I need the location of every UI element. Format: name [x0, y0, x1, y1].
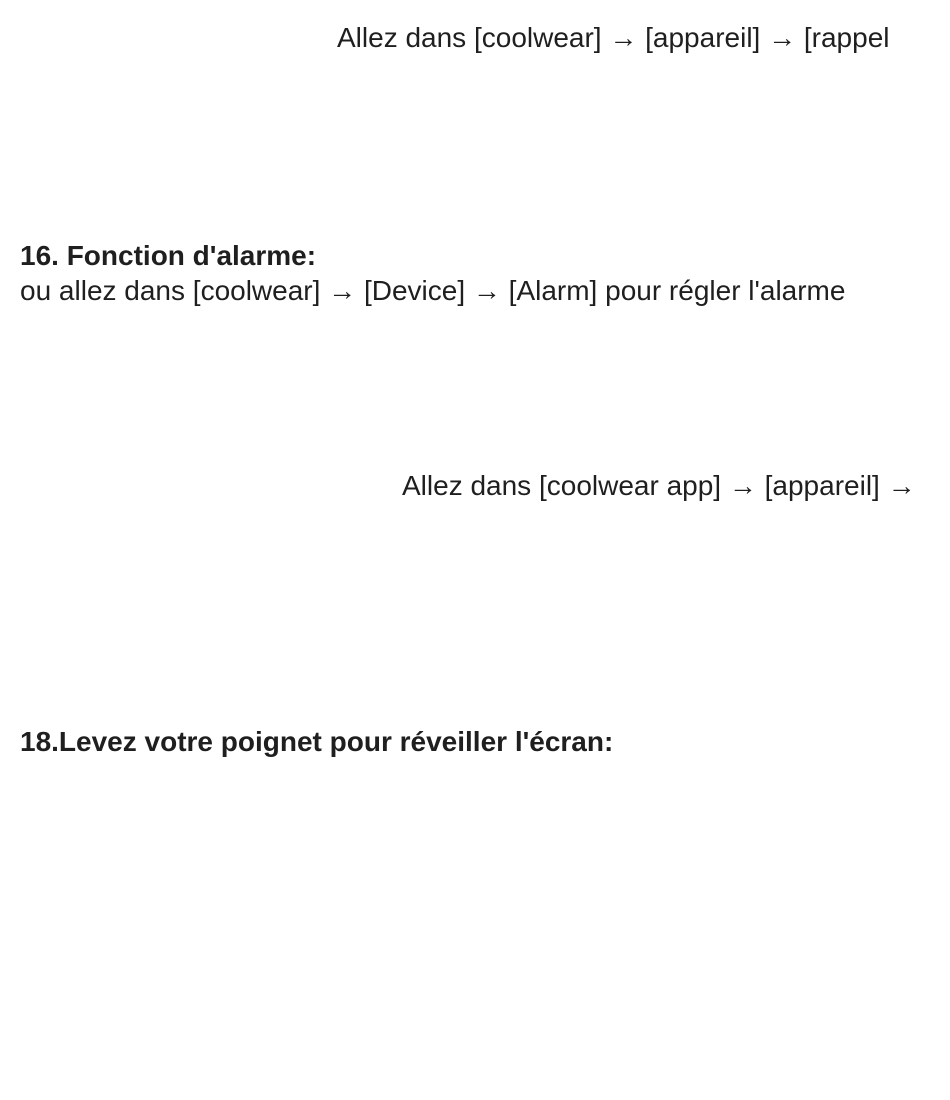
- alarm-function-heading: 16. Fonction d'alarme:: [20, 240, 317, 271]
- alarm-path-text: ou allez dans [coolwear] → [Device] → [Alarm] pour régler l'alarme: [20, 275, 846, 306]
- app-device-path-text: Allez dans [coolwear app] → [appareil] →: [402, 470, 916, 501]
- reminder-path-text: Allez dans [coolwear] → [appareil] → [rappel: [337, 22, 890, 53]
- raise-wrist-heading: 18.Levez votre poignet pour réveiller l'écran:: [20, 726, 614, 757]
